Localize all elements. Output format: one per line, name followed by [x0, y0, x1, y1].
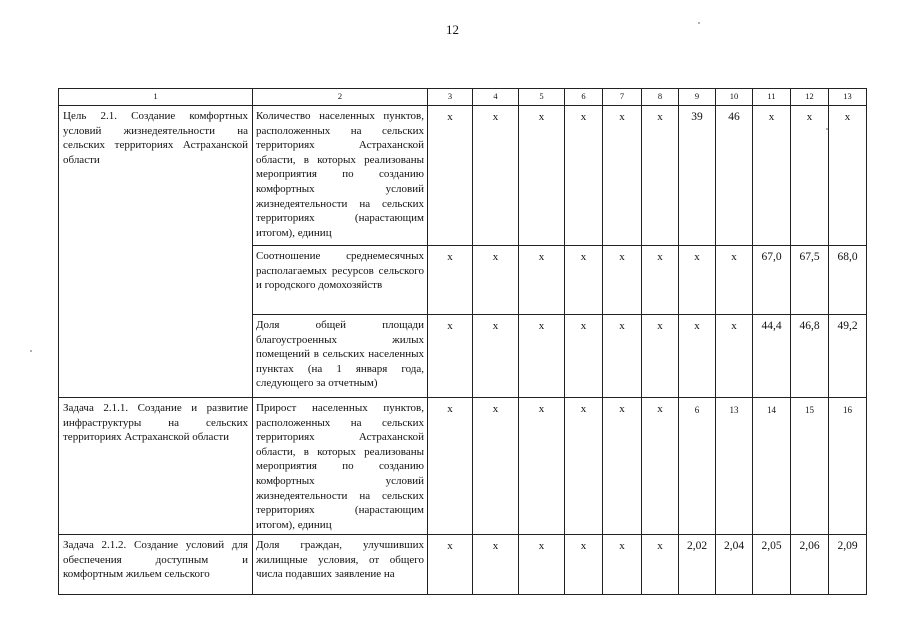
value-cell: x [428, 246, 473, 315]
scan-speck [30, 350, 32, 352]
value-cell: 15 [791, 398, 829, 535]
value-cell: 67,5 [791, 246, 829, 315]
page-number: 12 [446, 22, 459, 37]
value-cell: x [829, 106, 867, 246]
column-number: 4 [473, 89, 519, 106]
value-cell: x [473, 398, 519, 535]
value-cell: x [642, 535, 679, 595]
value-cell: 39 [679, 106, 716, 246]
value-cell: x [473, 106, 519, 246]
goal-cell: Цель 2.1. Создание комфортных условий жизнедеятельности на сельских территориях Астраханской области [59, 106, 253, 398]
table-row [59, 398, 867, 535]
indicator-cell: Прирост населенных пунктов, расположенных на сельских территориях Астраханской области, в которых реализованы мероприятия по созданию комфортных условий жизнедеятельности на сельских территориях (нарастающим итогом), единиц [253, 398, 428, 535]
value-cell: x [565, 106, 603, 246]
value-cell: x [473, 535, 519, 595]
column-number: 8 [642, 89, 679, 106]
value-cell: x [519, 246, 565, 315]
value-cell: x [519, 106, 565, 246]
table-row [59, 535, 867, 595]
value-cell: 2,02 [679, 535, 716, 595]
value-cell: x [565, 398, 603, 535]
value-cell: x [473, 315, 519, 398]
column-number: 13 [829, 89, 867, 106]
value-cell: x [603, 246, 642, 315]
value-cell: 2,04 [716, 535, 753, 595]
column-number: 1 [59, 89, 253, 106]
value-cell: x [519, 315, 565, 398]
value-cell: x [428, 535, 473, 595]
value-cell: x [642, 315, 679, 398]
column-number: 5 [519, 89, 565, 106]
value-cell: x [428, 398, 473, 535]
value-cell: 2,09 [829, 535, 867, 595]
table-row [59, 106, 867, 246]
scan-speck [698, 22, 700, 24]
value-cell: x [642, 246, 679, 315]
value-cell: x [791, 106, 829, 246]
column-number: 11 [753, 89, 791, 106]
value-cell: 16 [829, 398, 867, 535]
value-cell: x [565, 246, 603, 315]
value-cell: 13 [716, 398, 753, 535]
value-cell: x [565, 315, 603, 398]
indicators-table [58, 88, 867, 595]
value-cell: x [716, 246, 753, 315]
value-cell: x [428, 106, 473, 246]
value-cell: x [603, 315, 642, 398]
value-cell: x [603, 535, 642, 595]
indicator-cell: Соотношение среднемесячных располагаемых ресурсов сельского и городского домохозяйств [253, 246, 428, 315]
column-number: 7 [603, 89, 642, 106]
value-cell: x [679, 246, 716, 315]
value-cell: x [603, 106, 642, 246]
indicator-cell: Доля общей площади благоустроенных жилых помещений в сельских населенных пунктах (на 1 января года, следующего за отчетным) [253, 315, 428, 398]
column-number: 9 [679, 89, 716, 106]
column-number: 2 [253, 89, 428, 106]
value-cell: x [428, 315, 473, 398]
value-cell: x [603, 398, 642, 535]
scan-speck [826, 128, 828, 130]
value-cell: 44,4 [753, 315, 791, 398]
indicator-cell: Количество населенных пунктов, расположенных на сельских территориях Астраханской области, в которых реализованы мероприятия по созданию комфортных условий жизнедеятельности на сельских территориях (нарастающим итогом), единиц [253, 106, 428, 246]
value-cell: 2,05 [753, 535, 791, 595]
column-number: 10 [716, 89, 753, 106]
value-cell: 67,0 [753, 246, 791, 315]
value-cell: 6 [679, 398, 716, 535]
value-cell: 46 [716, 106, 753, 246]
value-cell: 49,2 [829, 315, 867, 398]
column-number: 6 [565, 89, 603, 106]
value-cell: 68,0 [829, 246, 867, 315]
value-cell: x [753, 106, 791, 246]
value-cell: x [679, 315, 716, 398]
value-cell: x [565, 535, 603, 595]
value-cell: x [519, 398, 565, 535]
value-cell: x [642, 398, 679, 535]
value-cell: x [716, 315, 753, 398]
column-number: 3 [428, 89, 473, 106]
task-cell: Задача 2.1.1. Создание и развитие инфраструктуры на сельских территориях Астраханской области [59, 398, 253, 535]
value-cell: 2,06 [791, 535, 829, 595]
value-cell: 46,8 [791, 315, 829, 398]
value-cell: x [642, 106, 679, 246]
column-number-row [59, 89, 867, 106]
indicator-cell: Доля граждан, улучшивших жилищные условия, от общего числа подавших заявление на [253, 535, 428, 595]
value-cell: 14 [753, 398, 791, 535]
value-cell: x [519, 535, 565, 595]
column-number: 12 [791, 89, 829, 106]
value-cell: x [473, 246, 519, 315]
task-cell: Задача 2.1.2. Создание условий для обеспечения доступным и комфортным жильем сельского [59, 535, 253, 595]
